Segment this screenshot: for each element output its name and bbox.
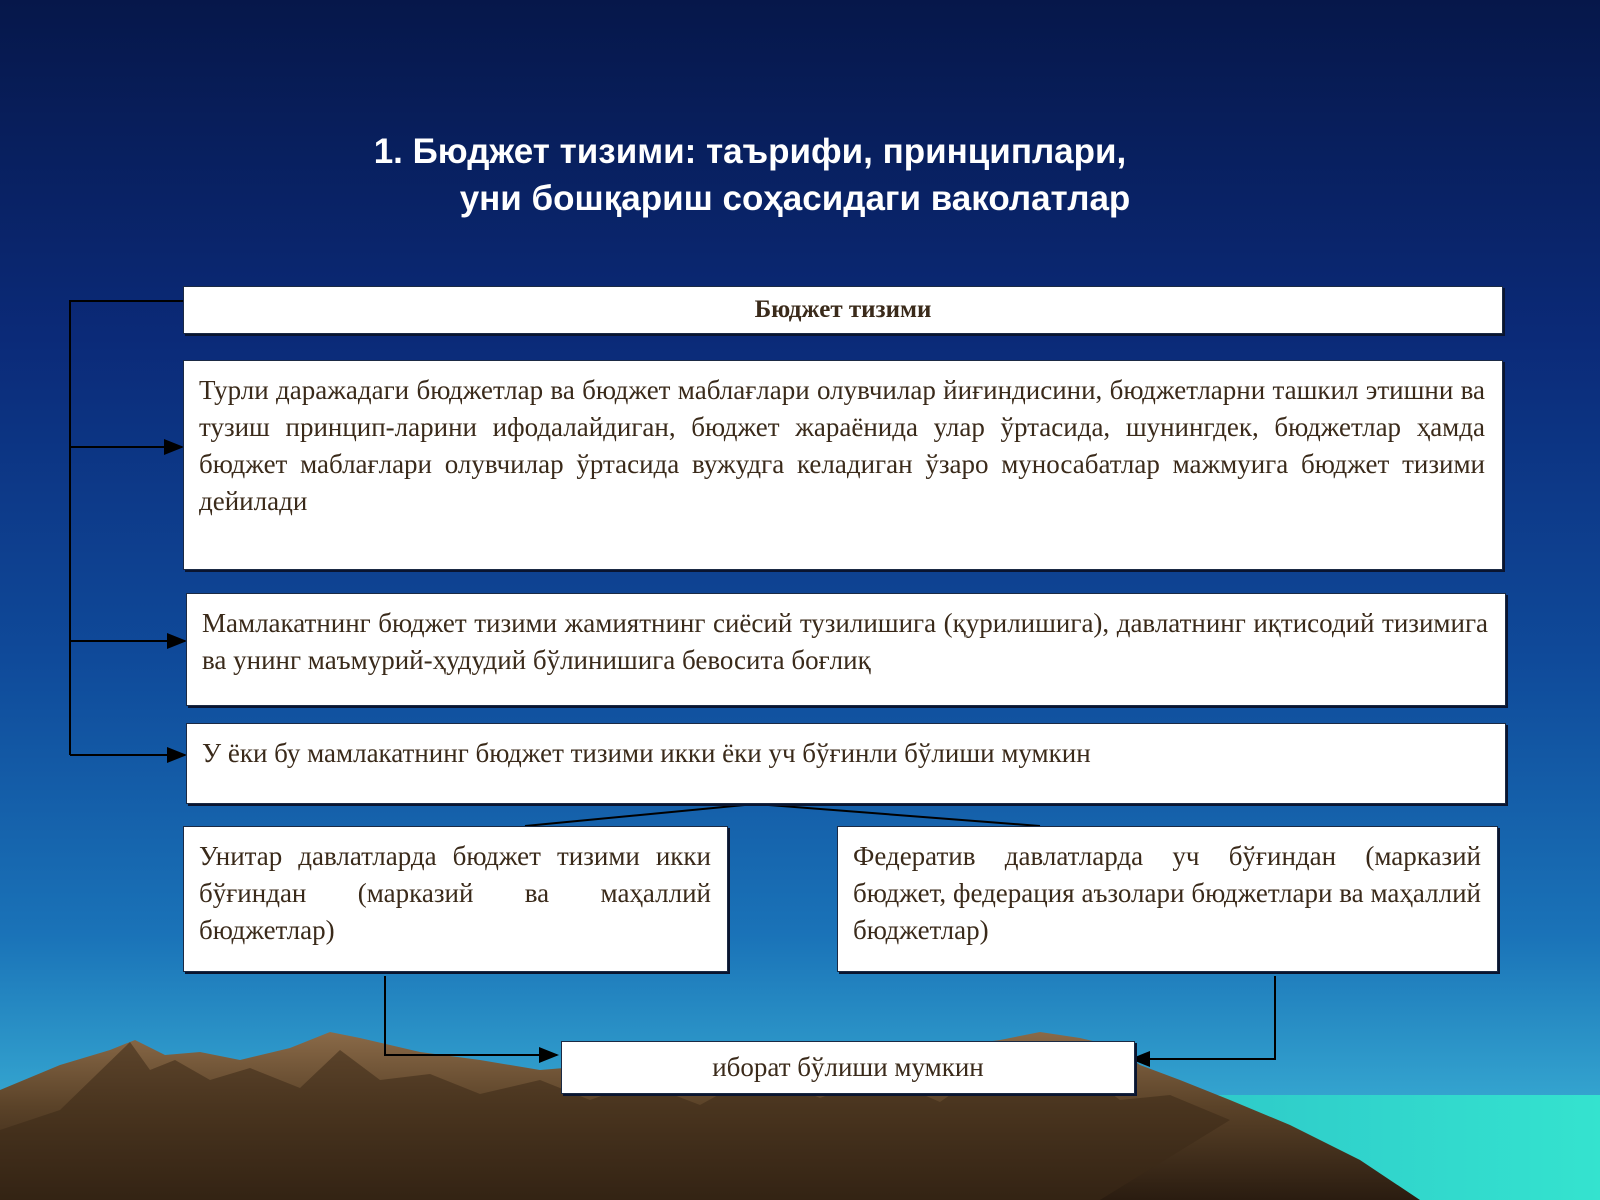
bracket-line <box>70 301 184 755</box>
header-box <box>183 286 1503 334</box>
tiers-box <box>186 723 1506 804</box>
result-text: иборат бўлиши мумкин <box>712 1052 984 1082</box>
split-line-left <box>525 804 755 826</box>
title-line-1: 1. Бюджет тизими: таърифи, принциплари, <box>373 132 1127 171</box>
unitary-text: Унитар давлатларда бюджет тизими икки бўғиндан (марказий ва маҳаллий бюджетлар) <box>199 841 711 945</box>
dependency-box <box>186 593 1506 706</box>
header-label: Бюджет тизими <box>754 296 932 323</box>
title-line-2: уни бошқариш соҳасидаги ваколатлар <box>459 179 1131 218</box>
slide-title <box>300 128 1200 222</box>
tiers-text: У ёки бу мамлакатнинг бюджет тизими икки ёки уч бўғинли бўлиши мумкин <box>202 738 1091 768</box>
split-line-right <box>755 804 1040 826</box>
dependency-text: Мамлакатнинг бюджет тизими жамиятнинг сиёсий тузилишига (қурилишига), давлатнинг иқтисодий тизимига ва унинг маъмурий-ҳудудий бўлинишига бевосита боғлиқ <box>202 608 1488 675</box>
arrow-from-unitary <box>385 976 557 1055</box>
result-box <box>561 1041 1135 1094</box>
arrow-from-federal <box>1132 976 1275 1059</box>
definition-box <box>183 360 1503 570</box>
definition-text: Турли даражадаги бюджетлар ва бюджет маблағлари олувчилар йиғиндисини, бюджетларни ташкил этишни ва тузиш принцип-ларини ифодалайдиган, бюджет жараёнида улар ўртасида, шунингдек, бюджетлар ҳамда бюджет маблағлари олувчилар ўртасида вужудга келадиган ўзаро муносабатлар мажмуига бюджет тизими дейилади <box>199 375 1485 516</box>
federal-box <box>837 826 1498 972</box>
unitary-box <box>183 826 728 972</box>
federal-text: Федератив давлатларда уч бўғиндан (марказий бюджет, федерация аъзолари бюджетлари ва маҳаллий бюджетлар) <box>853 841 1481 945</box>
